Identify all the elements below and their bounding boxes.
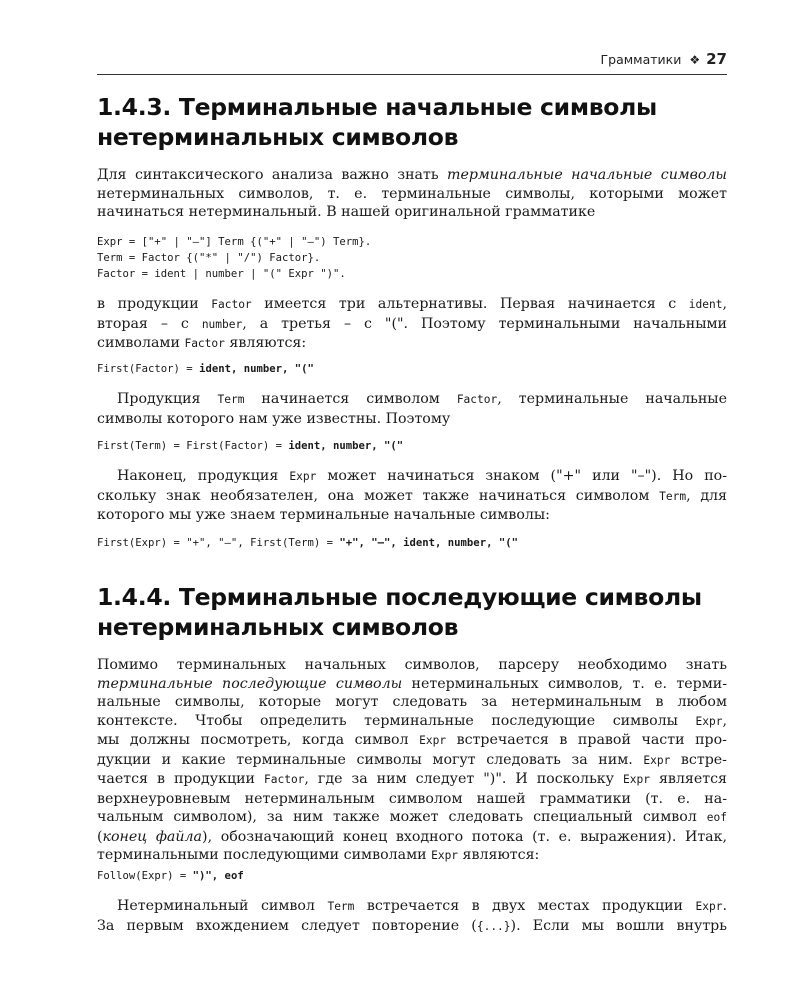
first-factor-code: First(Factor) = ident, number, "(" bbox=[97, 363, 314, 375]
paragraph: Для синтаксического анализа важно знать терминальные начальные символы нетерминальных символов, т. е. терминальные символы, которыми может начинаться нетерминальный. В нашей оригинальной грамматике bbox=[97, 167, 727, 220]
page-number: 27 bbox=[706, 50, 727, 68]
paragraph: Помимо терминальных начальных символов, парсеру необходимо знать терминальные последующие символы нетерминальных символов, т. е. терми- нальные символы, которые могут следовать за нетерминальным в любом контексте. Чтобы определить терминальные последующие символы Expr, мы должны посмотреть, когда символ Expr встречается в правой части про- дукции и какие терминальные символы могут следовать за ним. Expr встре- чается в продукции Factor, где за ним следует ")". И поскольку Expr является верхнеуровневым нетерминальным символом нашей грамматики (т. е. на- чальным символом), за ним также может следовать специальный символ eof (конец файла), обозначающий конец входного потока (т. е. выражения). Итак, терминальными последующими символами Expr являются: bbox=[97, 657, 728, 863]
follow-expr-code: Follow(Expr) = ")", eof bbox=[97, 870, 244, 882]
running-header bbox=[97, 50, 727, 75]
first-term-code: First(Term) = First(Factor) = ident, number, "(" bbox=[97, 440, 404, 452]
paragraph: в продукции Factor имеется три альтернативы. Первая начинается с ident, вторая – с number, а третья – с "(". Поэтому терминальными начальными символами Factor являются: bbox=[97, 296, 727, 351]
section-heading-1-4-3: 1.4.3. Терминальные начальные символы нетерминальных символов bbox=[97, 93, 658, 151]
first-expr-code: First(Expr) = "+", "–", First(Term) = "+", "–", ident, number, "(" bbox=[97, 537, 518, 549]
grammar-code-block: Expr = ["+" | "–"] Term {("+" | "–") Term}. Term = Factor {("*" | "/") Factor}. Factor = ident | number | "(" Expr ")". bbox=[97, 236, 372, 280]
paragraph: Наконец, продукция Expr может начинаться знаком ("+" или "–"). Но по- скольку знак необязателен, она может также начинаться символом Term, для которого мы уже знаем терминальные начальные символы: bbox=[97, 468, 728, 523]
ornament-icon: ❖ bbox=[689, 53, 701, 67]
section-heading-1-4-4: 1.4.4. Терминальные последующие символы нетерминальных символов bbox=[97, 583, 702, 641]
paragraph: Нетерминальный символ Term встречается в двух местах продукции Expr. За первым вхождением следует повторение ({...}). Если мы вошли внутрь bbox=[97, 898, 727, 934]
running-header-section: Грамматики bbox=[600, 52, 682, 67]
paragraph: Продукция Term начинается символом Factor, терминальные начальные символы которого нам уже известны. Поэтому bbox=[97, 391, 727, 427]
